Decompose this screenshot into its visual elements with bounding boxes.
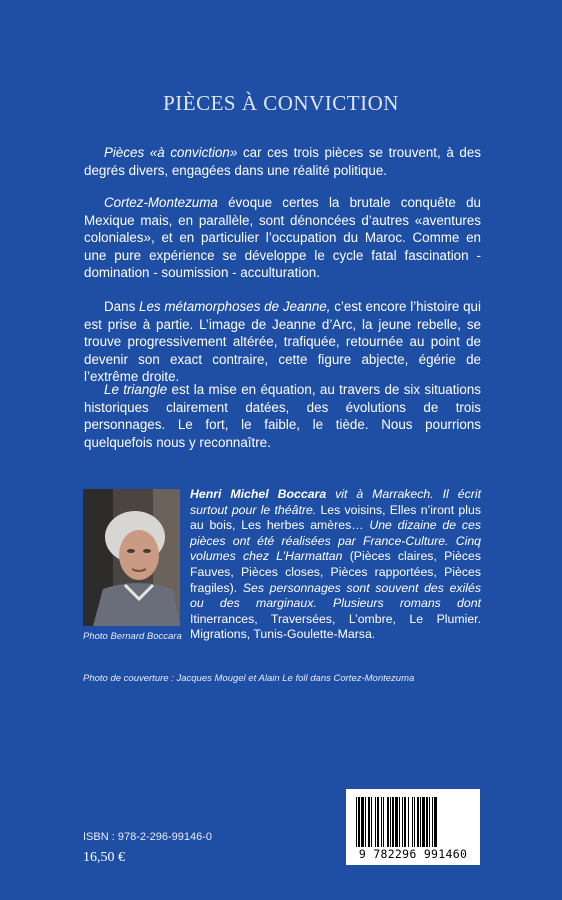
- paragraph-triangle: [84, 381, 481, 451]
- barcode-bar: [404, 797, 406, 847]
- bio-text: Une dizaine de ces pièces ont été réalisées par France-Culture. Cinq volumes chez L’Harmattan: [190, 518, 482, 564]
- barcode-bar: [371, 797, 372, 847]
- barcode-bar: [420, 797, 421, 847]
- author-photo: [83, 489, 180, 626]
- barcode-bar: [417, 797, 419, 847]
- barcode-bar: [375, 797, 376, 847]
- author-name: Henri Michel Boccara: [190, 487, 327, 501]
- barcode-bar: [399, 797, 400, 847]
- italic-phrase: Pièces «à conviction»: [104, 145, 238, 160]
- barcode-bar: [361, 797, 364, 847]
- paragraph-cortez: [84, 194, 481, 282]
- barcode-bar: [402, 797, 403, 847]
- barcode-bar: [381, 797, 382, 847]
- bio-text: Itinerrances, Traversées, L’ombre, Le Plumier. Migrations, Tunis-Goulette-Marsa.: [190, 611, 481, 642]
- barcode-bar: [432, 797, 433, 847]
- barcode-bar: [392, 797, 394, 847]
- barcode-bar: [429, 797, 430, 847]
- barcode: [346, 789, 480, 865]
- barcode-bar: [387, 797, 389, 847]
- barcode-bar: [434, 797, 437, 847]
- paragraph-intro: [84, 144, 481, 179]
- barcode-bar: [365, 797, 366, 847]
- bio-text: vit à Marrakech. Il écrit surtout pour le théâtre.: [190, 487, 481, 517]
- photo-caption: Photo Bernard Boccara: [83, 631, 182, 642]
- paragraph-text: évoque certes la brutale conquête du Mexique mais, en parallèle, sont dénoncées d’autres «aventures coloniales», et en particulier l’occupation du Maroc. Comme en une pure expérience se développe le cycle fatal fascination - domination - soumission - acculturation.: [84, 195, 481, 281]
- paragraph-jeanne: [84, 298, 481, 386]
- barcode-bar: [426, 797, 428, 847]
- play-title: Le triangle: [104, 382, 168, 397]
- barcode-bar: [383, 797, 384, 847]
- barcode-bar: [377, 797, 379, 847]
- barcode-bar: [395, 797, 398, 847]
- bio-text: Les voisins, Elles n’iront plus au bois, Les herbes amères…: [190, 502, 481, 533]
- barcode-bar: [422, 797, 425, 847]
- barcode-bar: [356, 797, 357, 847]
- paragraph-text: car ces trois pièces se trouvent, à des degrés divers, engagées dans une réalité politique.: [84, 145, 481, 178]
- barcode-bar: [412, 797, 413, 847]
- page-title: PIÈCES À CONVICTION: [163, 91, 399, 115]
- paragraph-text: c’est encore l’histoire qui est prise à partie. L’image de Jeanne d’Arc, la jeune rebelle, se trouve progressivement altérée, trafiquée, retournée au point de devenir son exact contraire, cette figure abjecte, égérie de l’extrême droite.: [84, 299, 481, 385]
- author-bio: [190, 487, 481, 643]
- play-title: Cortez-Montezuma: [104, 195, 218, 210]
- bio-text: Ses personnages sont souvent des exilés ou des marginaux. Plusieurs romans dont: [190, 580, 482, 611]
- barcode-number: 9 782296 991460: [358, 847, 468, 861]
- isbn: ISBN : 978-2-296-99146-0: [83, 831, 213, 843]
- paragraph-text: Dans: [104, 299, 140, 314]
- paragraph-text: est la mise en équation, au travers de six situations historiques clairement datées, des évolutions de trois personnages. Le fort, le faible, le tiède. Nous pourrions quelquefois nous y reconnaître.: [84, 382, 481, 450]
- price: 16,50 €: [83, 850, 125, 865]
- bio-text: (Pièces claires, Pièces Fauves, Pièces closes, Pièces rapportées, Pièces fragiles).: [190, 549, 481, 595]
- play-title: Les métamorphoses de Jeanne,: [139, 299, 331, 314]
- barcode-bar: [414, 797, 415, 847]
- barcode-bar: [408, 797, 409, 847]
- cover-credit: Photo de couverture : Jacques Mougel et Alain Le foll dans Cortez-Montezuma: [83, 673, 415, 684]
- barcode-bar: [368, 797, 370, 847]
- barcode-bar: [358, 797, 360, 847]
- barcode-bar: [390, 797, 391, 847]
- barcode-bars: [356, 797, 470, 847]
